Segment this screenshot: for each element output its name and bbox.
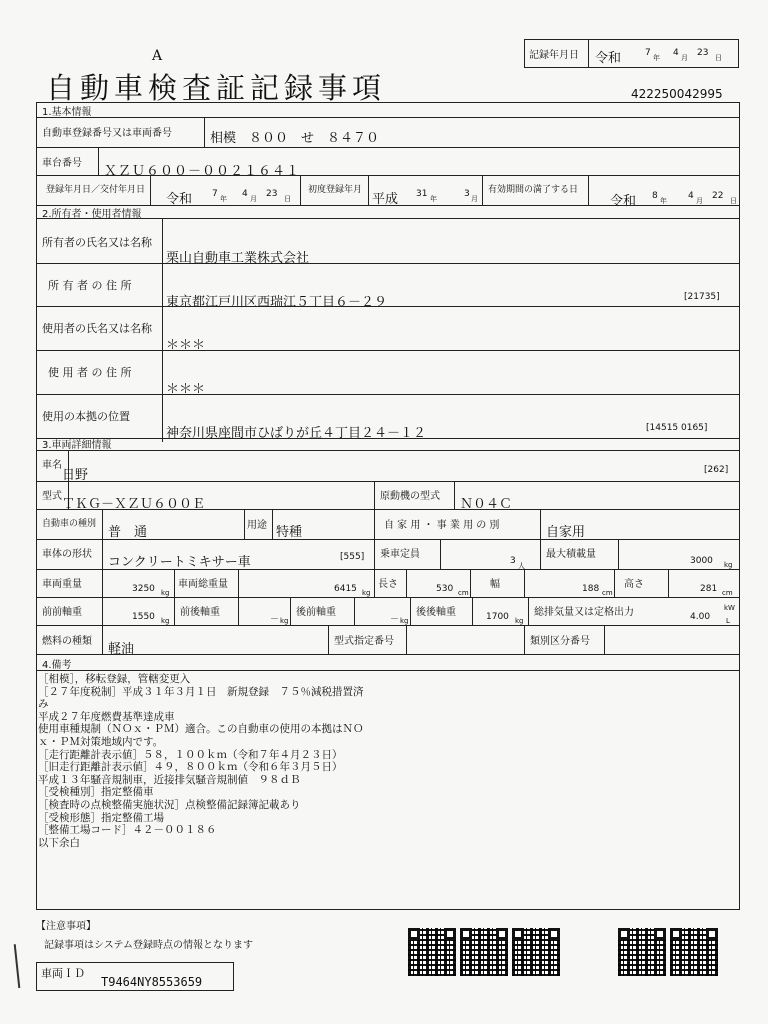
vehicle-weight: 3250 [132,584,155,594]
maxload-unit: kg [724,561,733,569]
record-date-month: 4 [673,48,679,58]
expiry-label: 有効期間の満了する日 [488,185,579,195]
engine: Ｎ０４Ｃ [460,497,513,512]
reg-date-year-unit: 年 [220,195,227,203]
body-label: 車体の形状 [42,549,92,560]
expiry-year: 8 [652,191,658,201]
expiry-year-unit: 年 [660,197,667,205]
front-rear-axle: － [270,615,280,625]
width: 188 [582,584,600,594]
expiry-month: 4 [688,191,694,201]
qr-code-3 [512,928,560,976]
reg-date-day-unit: 日 [284,195,291,203]
base-label: 使用の本拠の位置 [42,410,130,423]
owner-name: 栗山自動車工業株式会社 [166,251,310,266]
model: ＴＫＧ－ＸＺＵ６００Ｅ [62,497,206,512]
front-front-axle: 1550 [132,612,155,622]
rf-label: 後前軸重 [296,607,336,618]
reg-date-day: 23 [266,189,278,199]
capacity-label: 乗車定員 [380,549,420,560]
length: 530 [436,584,454,594]
maxload-label: 最大積載量 [546,549,596,560]
base-code: [14515 0165] [646,423,708,433]
first-reg-year: 31 [416,189,428,199]
fr-label: 前後軸重 [180,607,220,618]
height-unit: cm [722,589,733,597]
body: コンクリートミキサー車 [108,555,251,570]
section-basic: 1.基本情報 [42,107,92,118]
width-label: 幅 [490,579,500,590]
length-unit: cm [458,589,469,597]
rf-unit: kg [400,617,409,625]
reg-date-label: 登録年月日／交付年月日 [46,185,146,195]
record-date-era: 令和 [595,51,622,66]
owner-name-label: 所有者の氏名又は名称 [42,236,152,249]
user-name: ＊＊＊ [166,338,206,353]
first-reg-label: 初度登録年月 [308,185,363,195]
vehicle-id: T9464NY8553659 [101,975,203,989]
handwritten-mark [14,944,24,988]
doc-number: 422250042995 [631,87,723,101]
height: 281 [700,584,718,594]
reg-date-month: 4 [242,189,248,199]
expiry-day-unit: 日 [730,197,737,205]
ff-unit: kg [161,617,170,625]
qr-code-5 [670,928,718,976]
capacity: 3 [510,556,516,566]
vehicle-id-label: 車両ＩＤ [41,967,85,980]
height-label: 高さ [624,579,644,590]
reg-no-label: 自動車登録番号又は車両番号 [42,128,172,139]
notice-text: 記録事項はシステム登録時点の情報となります [44,940,253,951]
rear-rear-axle: 1700 [486,612,509,622]
ff-label: 前前軸重 [42,607,82,618]
owner-addr: 東京都江戸川区西瑞江５丁目６－２９ [166,295,388,310]
maxload: 3000 [690,556,713,566]
first-reg-era: 平成 [372,192,399,207]
record-date-year: 7 [645,48,651,58]
owner-addr-label: 所 有 者 の 住 所 [48,279,132,292]
disp-unit-top: kW [724,604,735,612]
rr-label: 後後軸重 [416,607,456,618]
class-no-label: 類別区分番号 [530,636,590,647]
body-code: [555] [340,552,365,562]
qr-code-1 [408,928,456,976]
disp-unit-bottom: L [726,617,730,625]
qr-code-2 [460,928,508,976]
first-reg-year-unit: 年 [430,195,437,203]
record-date-label: 記録年月日 [529,50,579,61]
record-date-box [524,39,739,68]
use-label: 用途 [247,520,267,531]
rear-front-axle: － [390,615,400,625]
section-owner: 2.所有者・使用者情報 [42,209,142,220]
user-name-label: 使用者の氏名又は名称 [42,322,152,335]
record-date-year-unit: 年 [653,54,660,62]
notice-label: 【注意事項】 [36,921,96,932]
rr-unit: kg [515,617,524,625]
section-vehicle: 3.車両詳細情報 [42,440,112,451]
record-date-day: 23 [697,48,709,58]
gross-label: 車両総重量 [178,579,228,590]
chassis-no: ＸＺＵ６００－００２１６４１ [104,164,301,179]
page-title: 自動車検査証記録事項 [46,71,387,105]
business-label: 自 家 用 ・ 事 業 用 の 別 [384,520,500,531]
chassis-label: 車台番号 [42,158,82,169]
fuel: 軽油 [108,642,135,657]
expiry-era: 令和 [610,194,637,209]
expiry-day: 22 [712,191,724,201]
remarks-text: ［相模］，移転登録，管轄変更入 ［２７年度税制］平成３１年３月１日 新規登録 ７５％減税措置済 み 平成２７年度燃費基準達成車 使用車種規制（ＮＯｘ・ＰＭ）適合。この自動車の使用の本拠はＮＯ ｘ・ＰＭ対策地域内です。 ［走行距離計表示値］５８，１００ｋｍ（令和７年４月２３日） ［旧走行距離計表示値］４９，８００ｋｍ（令和６年３月５日） 平成１３年騒音規制車，近接排気騒音規制値 ９８ｄＢ ［受検種別］指定整備車 ［検査時の点検整備実施状況］点検整備記録簿記載あり ［受検形態］指定整備工場 ［整備工場コード］４２－００１８６ 以下余白 [38,673,364,849]
business: 自家用 [546,525,586,540]
weight-unit: kg [161,589,170,597]
expiry-month-unit: 月 [696,197,703,205]
reg-date-month-unit: 月 [250,195,257,203]
gross-unit: kg [362,589,371,597]
type-no-label: 型式指定番号 [334,636,394,647]
width-unit: cm [602,589,613,597]
reg-date-year: 7 [212,189,218,199]
qr-code-4 [618,928,666,976]
first-reg-month-unit: 月 [471,195,478,203]
owner-addr-code: [21735] [684,292,720,302]
reg-no: 相模 ８００ せ ８４７０ [210,131,380,146]
use: 特種 [276,525,303,540]
user-addr-label: 使 用 者 の 住 所 [48,366,132,379]
gross-weight: 6415 [334,584,357,594]
record-date-month-unit: 月 [681,54,688,62]
record-date-day-unit: 日 [715,54,722,62]
capacity-unit: 人 [518,562,525,570]
displacement-label: 総排気量又は定格出力 [534,607,634,618]
user-addr: ＊＊＊ [166,382,206,397]
length-label: 長さ [378,579,398,590]
weight-label: 車両重量 [42,579,82,590]
kind: 普 通 [108,525,148,540]
make-code: [262] [704,465,729,475]
reg-date-era: 令和 [166,192,193,207]
make-label: 車名 [42,460,62,471]
fuel-label: 燃料の種類 [42,636,92,647]
displacement: 4.00 [690,612,711,622]
engine-label: 原動機の型式 [380,491,440,502]
base-location: 神奈川県座間市ひばりが丘４丁目２４－１２ [166,426,427,441]
first-reg-month: 3 [464,189,470,199]
make: 日野 [62,468,89,483]
section-remarks: 4.備考 [42,660,72,671]
kind-label: 自動車の種別 [42,519,97,529]
model-label: 型式 [42,491,62,502]
fr-unit: kg [280,617,289,625]
vehicle-id-box [36,962,234,991]
mark-a: A [152,48,163,64]
